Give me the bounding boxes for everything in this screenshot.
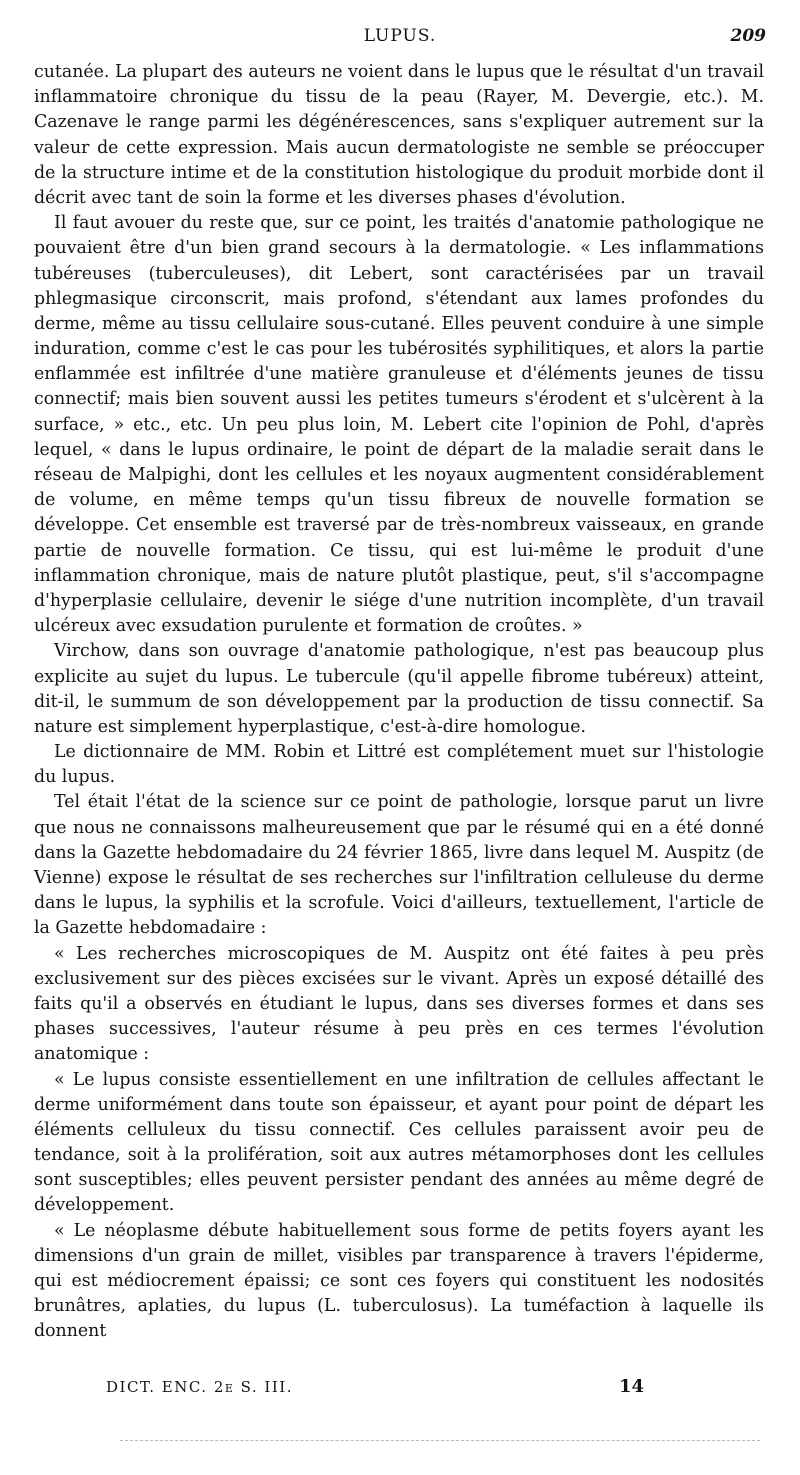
paragraph: « Le néoplasme débute habituellement sous forme de petits foyers ayant les dimensions d'un grain de millet, visibles par transparence à travers l'épiderme, qui est médiocrement épaissi; ce sont ces foyers qui constituent les nodosités brunâtres, aplaties, du lupus (L. tuberculosus). La tuméfaction à laquelle ils donnent bbox=[34, 1220, 764, 1342]
paragraph: « Le lupus consiste essentiellement en une infiltration de cellules affectant le derme uniformément dans toute son épaisseur, et ayant pour point de départ les éléments celluleux du tissu connectif. Ces cellules paraissent avoir peu de tendance, soit à la prolifération, soit aux autres métamorphoses dont les cellules sont susceptibles; elles peuvent persister pendant des années au même degré de développement. bbox=[34, 1069, 764, 1216]
paragraph: cutanée. La plupart des auteurs ne voient dans le lupus que le résultat d'un travail inflammatoire chronique du tissu de la peau (Rayer, M. Devergie, etc.). M. Cazenave le range parmi les dégénérescences, sans s'expliquer autrement sur la valeur de cette expression. Mais aucun dermatologiste ne semble se préoccuper de la structure intime et de la constitution histologique du produit morbide dont il décrit avec tant de soin la forme et les diverses phases d'évolution. bbox=[34, 62, 764, 208]
paragraph: Virchow, dans son ouvrage d'anatomie pathologique, n'est pas beaucoup plus explicite au sujet du lupus. Le tubercule (qu'il appelle fibrome tubéreux) atteint, dit-il, le summum de son développement par la production de tissu connectif. Sa nature est simplement hyperplastique, c'est-à-dire homologue. bbox=[34, 641, 764, 737]
paragraph: Le dictionnaire de MM. Robin et Littré est complétement muet sur l'histologie du lupus. bbox=[34, 742, 764, 788]
page-header bbox=[34, 26, 766, 52]
page-footer bbox=[34, 1376, 766, 1404]
sheet-number: 14 bbox=[619, 1376, 645, 1397]
paragraph: Il faut avouer du reste que, sur ce point, les traités d'anatomie pathologique ne pouvaient être d'un bien grand secours à la dermatologie. « Les inflammations tubéreuses (tuberculeuses), dit Lebert, sont caractérisées par un travail phlegmasique circonscrit, mais profond, s'étendant aux lames profondes du derme, même au tissu cellulaire sous-cutané. Elles peuvent conduire à une simple induration, comme c'est le cas pour les tubérosités syphilitiques, et alors la partie enflammée est infiltrée d'une matière granuleuse et d'éléments jeunes de tissu connectif; mais bien souvent aussi les petites tumeurs s'érodent et s'ulcèrent à la surface, » etc., etc. Un peu plus loin, M. Lebert cite l'opinion de Pohl, d'après lequel, « dans le lupus ordinaire, le point de départ de la maladie serait dans le réseau de Malpighi, dont les cellules et les noyaux augmentent considérablement de volume, en même temps qu'un tissu fibreux de nouvelle formation se développe. Cet ensemble est traversé par de très-nombreux vaisseaux, en grande partie de nouvelle formation. Ce tissu, qui est lui-même le produit d'une inflammation chronique, mais de nature plutôt plastique, peut, s'il s'accompagne d'hyperplasie cellulaire, devenir le siége d'une nutrition incomplète, d'un travail ulcéreux avec exsudation purulente et formation de croûtes. » bbox=[34, 213, 764, 637]
printer-signature: DICT. ENC. 2e S. III. bbox=[106, 1378, 293, 1396]
page-number: 209 bbox=[730, 26, 766, 46]
running-title: LUPUS. bbox=[363, 26, 437, 46]
paragraph: Tel était l'état de la science sur ce point de pathologie, lorsque parut un livre que nous ne connaissons malheureusement que par le résumé qui en a été donné dans la Gazette hebdomadaire du 24 février 1865, livre dans lequel M. Auspitz (de Vienne) expose le résultat de ses recherches sur l'infiltration celluleuse du derme dans le lupus, la syphilis et la scrofule. Voici d'ailleurs, textuellement, l'article de la Gazette hebdomadaire : bbox=[34, 792, 764, 939]
bottom-divider bbox=[120, 1440, 760, 1441]
body-text bbox=[34, 60, 764, 1345]
paragraph: « Les recherches microscopiques de M. Auspitz ont été faites à peu près exclusivement sur des pièces excisées sur le vivant. Après un exposé détaillé des faits qu'il a observés en étudiant le lupus, dans ses diverses formes et dans ses phases successives, l'auteur résume à peu près en ces termes l'évolution anatomique : bbox=[34, 943, 764, 1065]
